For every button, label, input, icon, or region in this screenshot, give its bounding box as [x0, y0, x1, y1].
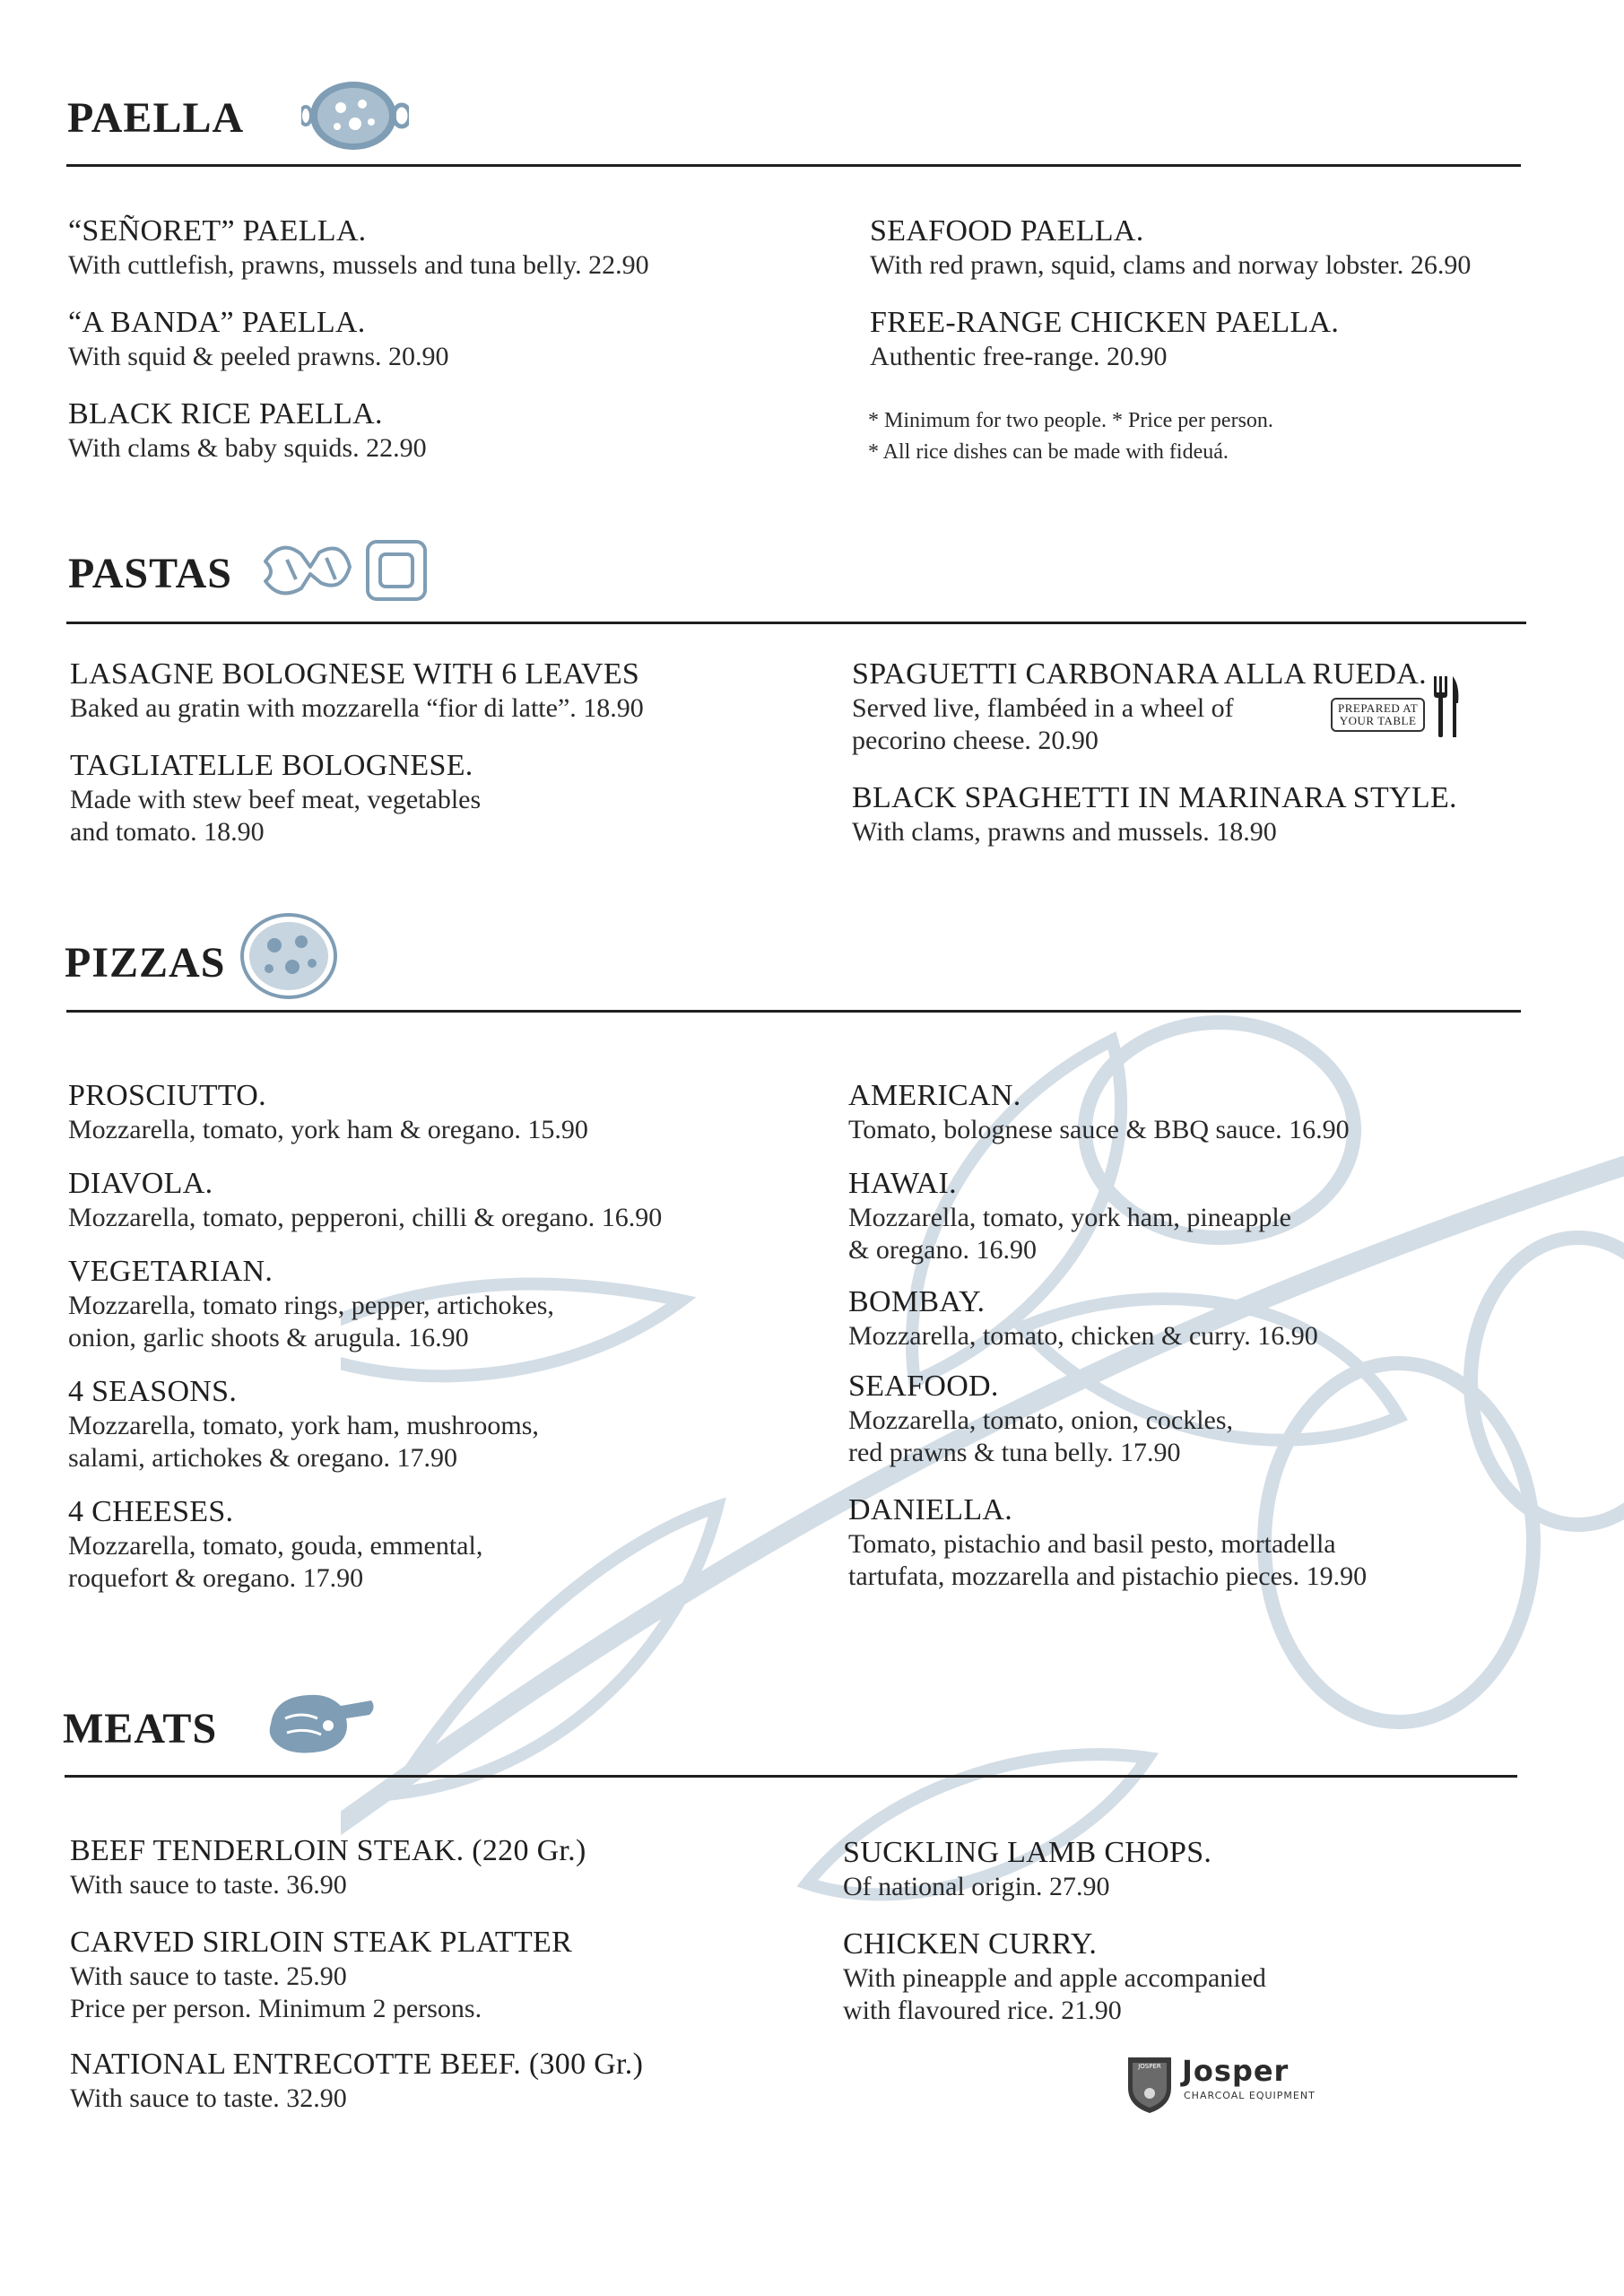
- dish-name: TAGLIATELLE BOLOGNESE.: [70, 749, 473, 782]
- menu-item: [68, 305, 449, 373]
- dish-description: Tomato, pistachio and basil pesto, mortadella tartufata, mozzarella and pistachio pieces. 19.90: [848, 1529, 1368, 1591]
- paella-divider: [66, 164, 1521, 167]
- menu-item: [68, 213, 649, 282]
- menu-item: [843, 1835, 1211, 1903]
- dish-name: NATIONAL ENTRECOTTE BEEF. (300 Gr.): [70, 2048, 644, 2081]
- menu-item: [848, 1492, 1367, 1593]
- dish-description: With sauce to taste. 36.90: [70, 1870, 347, 1900]
- menu-item: [68, 1254, 554, 1354]
- menu-item: [870, 213, 1471, 282]
- dish-description: Mozzarella, tomato rings, pepper, artichokes, onion, garlic shoots & arugula. 16.90: [68, 1291, 554, 1352]
- dish-description: With sauce to taste. 32.90: [70, 2083, 347, 2113]
- menu-item: [68, 1494, 482, 1595]
- meats-divider: [65, 1775, 1517, 1778]
- pizzas-divider: [66, 1010, 1521, 1013]
- dish-description: Mozzarella, tomato, onion, cockles, red prawns & tuna belly. 17.90: [848, 1405, 1234, 1467]
- dish-name: SUCKLING LAMB CHOPS.: [843, 1836, 1212, 1869]
- dish-description: Made with stew beef meat, vegetables and tomato. 18.90: [70, 785, 482, 847]
- dish-name: BOMBAY.: [848, 1285, 986, 1318]
- dish-name: “A BANDA” PAELLA.: [68, 306, 366, 339]
- dish-description: With squid & peeled prawns. 20.90: [68, 342, 449, 371]
- section-title-paella: PAELLA: [67, 94, 245, 142]
- menu-item: [70, 748, 481, 848]
- menu-item: [68, 1166, 662, 1234]
- dish-name: SEAFOOD.: [848, 1370, 999, 1403]
- menu-item: [70, 2047, 643, 2115]
- dish-name: CARVED SIRLOIN STEAK PLATTER: [70, 1926, 573, 1959]
- dish-name: SEAFOOD PAELLA.: [870, 214, 1144, 248]
- dish-description: With cuttlefish, prawns, mussels and tuna belly. 22.90: [68, 250, 649, 280]
- dish-description: Served live, flambéed in a wheel of pecorino cheese. 20.90: [852, 693, 1234, 755]
- section-title-pastas: PASTAS: [68, 550, 232, 597]
- dish-name: VEGETARIAN.: [68, 1255, 274, 1288]
- section-title-pizzas: PIZZAS: [65, 939, 226, 987]
- menu-item: [70, 1925, 572, 2025]
- dish-description: Of national origin. 27.90: [843, 1872, 1110, 1901]
- pizza-icon: [239, 911, 343, 1001]
- dish-name: BEEF TENDERLOIN STEAK. (220 Gr.): [70, 1834, 586, 1867]
- dish-description: With clams & baby squids. 22.90: [68, 433, 427, 463]
- menu-item: [848, 1284, 1318, 1352]
- josper-brand: Josper: [1182, 2054, 1290, 2088]
- menu-item: [68, 1078, 588, 1146]
- dish-name: 4 SEASONS.: [68, 1375, 238, 1408]
- menu-item: [70, 1833, 586, 1901]
- menu-item: [852, 780, 1457, 848]
- pasta-icon: [260, 535, 436, 610]
- section-title-meats: MEATS: [63, 1705, 218, 1752]
- dish-description: With red prawn, squid, clams and norway lobster. 26.90: [870, 250, 1472, 280]
- josper-tagline: CHARCOAL EQUIPMENT: [1184, 2090, 1316, 2101]
- menu-item: [848, 1166, 1291, 1266]
- dish-name: DIAVOLA.: [68, 1167, 213, 1200]
- josper-shield-icon: [1125, 2052, 1175, 2115]
- dish-description: Mozzarella, tomato, chicken & curry. 16.90: [848, 1321, 1318, 1351]
- dish-description: Baked au gratin with mozzarella “fior di latte”. 18.90: [70, 693, 644, 723]
- paella-note: * All rice dishes can be made with fideuá.: [868, 440, 1229, 464]
- dish-name: BLACK RICE PAELLA.: [68, 397, 383, 430]
- dish-name: FREE-RANGE CHICKEN PAELLA.: [870, 306, 1340, 339]
- dish-description: Mozzarella, tomato, york ham & oregano. 15.90: [68, 1115, 588, 1144]
- dish-description: With pineapple and apple accompanied with flavoured rice. 21.90: [843, 1963, 1266, 2025]
- dish-name: BLACK SPAGHETTI IN MARINARA STYLE.: [852, 781, 1457, 814]
- meat-icon: [265, 1688, 377, 1756]
- dish-description: Mozzarella, tomato, york ham, pineapple & oregano. 16.90: [848, 1203, 1291, 1265]
- dish-description: Mozzarella, tomato, york ham, mushrooms, salami, artichokes & oregano. 17.90: [68, 1411, 539, 1473]
- prepared-at-table-badge: PREPARED AT YOUR TABLE: [1331, 698, 1425, 732]
- menu-item: [870, 305, 1339, 373]
- dish-name: SPAGUETTI CARBONARA ALLA RUEDA.: [852, 657, 1427, 691]
- dish-name: AMERICAN.: [848, 1079, 1021, 1112]
- dish-description: Tomato, bolognese sauce & BBQ sauce. 16.90: [848, 1115, 1350, 1144]
- menu-item: [68, 1374, 539, 1474]
- dish-name: CHICKEN CURRY.: [843, 1927, 1098, 1961]
- dish-name: LASAGNE BOLOGNESE WITH 6 LEAVES: [70, 657, 640, 691]
- dish-name: DANIELLA.: [848, 1493, 1013, 1526]
- menu-item: [70, 657, 644, 725]
- paella-pan-icon: [301, 77, 409, 154]
- dish-description: With sauce to taste. 25.90 Price per person. Minimum 2 persons.: [70, 1961, 482, 2023]
- dish-name: “SEÑORET” PAELLA.: [68, 214, 367, 248]
- menu-item: [68, 396, 427, 465]
- dish-name: PROSCIUTTO.: [68, 1079, 266, 1112]
- cutlery-icon: [1431, 676, 1462, 739]
- dish-name: 4 CHEESES.: [68, 1495, 234, 1528]
- menu-item: [848, 1078, 1350, 1146]
- menu-item: [848, 1369, 1233, 1469]
- josper-shield-label: JOSPER: [1138, 2063, 1161, 2070]
- dish-description: With clams, prawns and mussels. 18.90: [852, 817, 1277, 847]
- dish-description: Mozzarella, tomato, pepperoni, chilli & oregano. 16.90: [68, 1203, 663, 1232]
- josper-logo: [1125, 2052, 1340, 2115]
- paella-note: * Minimum for two people. * Price per person.: [868, 409, 1273, 432]
- menu-item: [852, 657, 1427, 757]
- dish-description: Authentic free-range. 20.90: [870, 342, 1168, 371]
- dish-name: HAWAI.: [848, 1167, 957, 1200]
- pastas-divider: [66, 622, 1526, 624]
- menu-item: [843, 1926, 1266, 2027]
- dish-description: Mozzarella, tomato, gouda, emmental, roquefort & oregano. 17.90: [68, 1531, 483, 1593]
